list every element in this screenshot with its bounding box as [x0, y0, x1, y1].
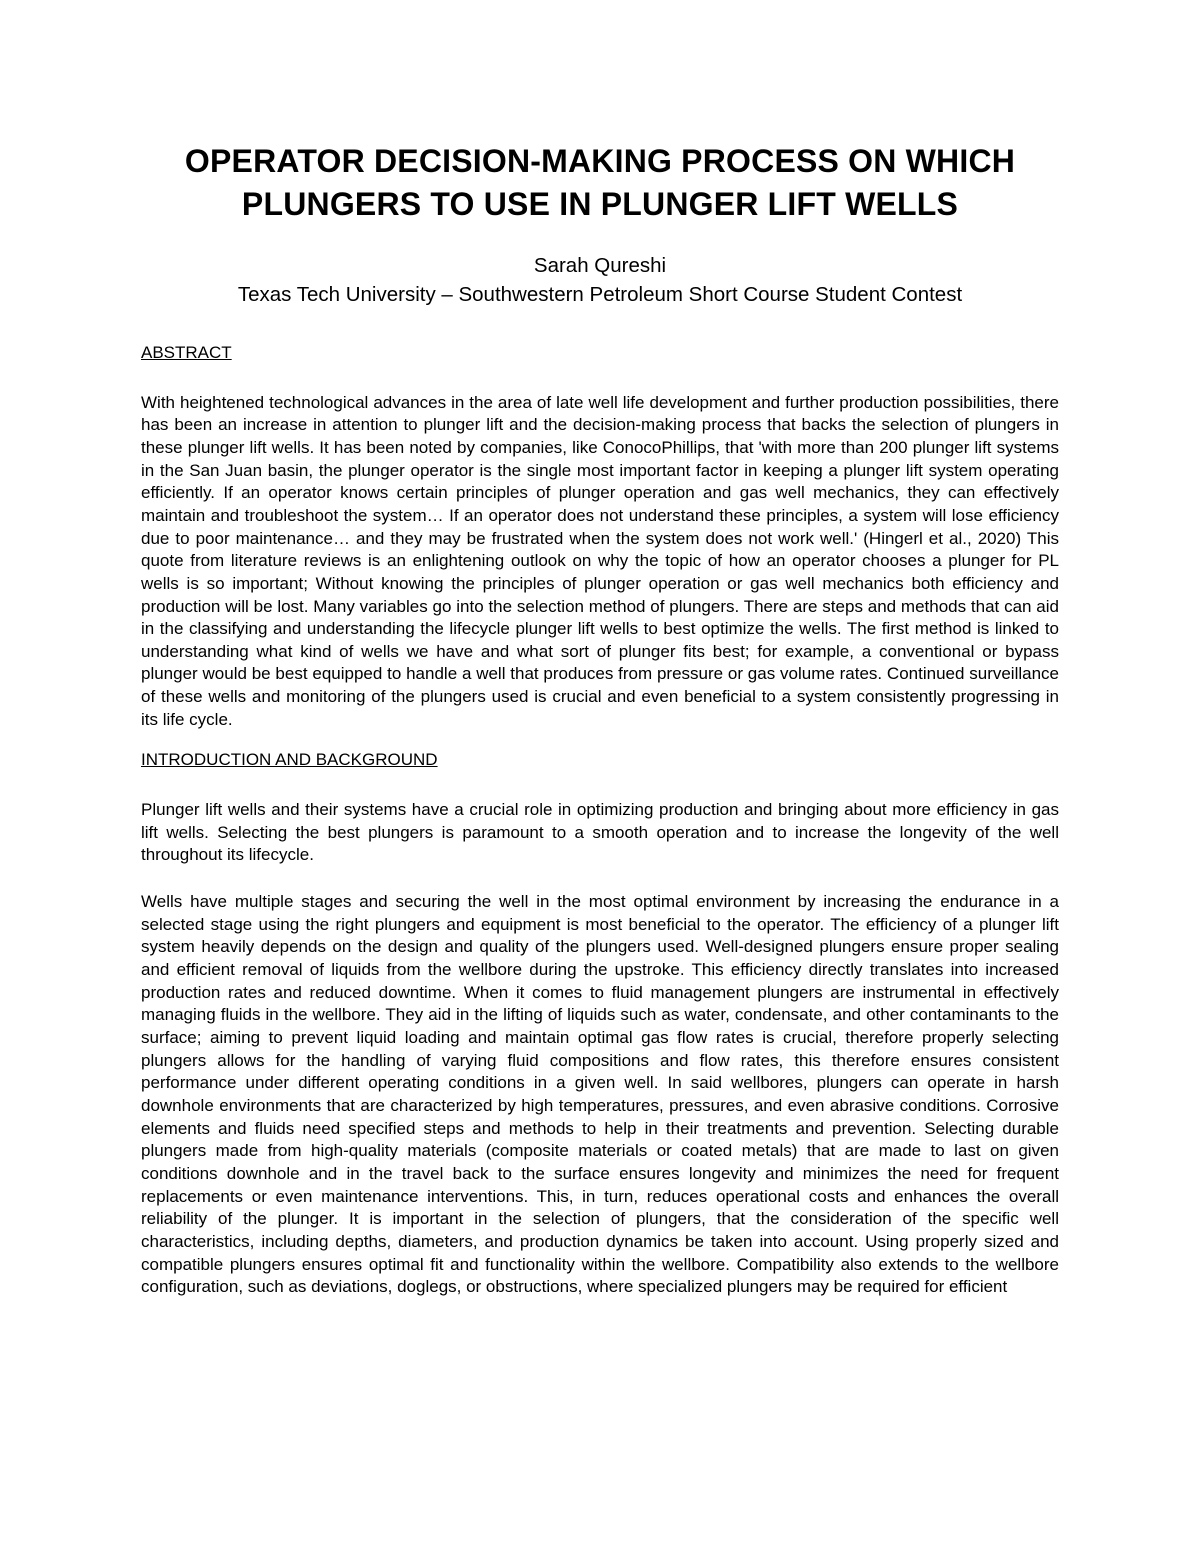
introduction-heading: INTRODUCTION AND BACKGROUND — [141, 750, 438, 770]
introduction-paragraph-1: Plunger lift wells and their systems have a crucial role in optimizing production and bringing about more efficiency in gas lift wells. Selecting the best plungers is paramount to a smooth operation and to increase the longevity of the well throughout its lifecycle. — [141, 800, 1059, 865]
author-affiliation: Texas Tech University – Southwestern Petroleum Short Course Student Contest — [237, 283, 963, 306]
abstract-heading: ABSTRACT — [141, 343, 232, 362]
title-line-2: PLUNGERS TO USE IN PLUNGER LIFT WELLS — [241, 186, 959, 222]
abstract-paragraph: With heightened technological advances in the area of late well life development and further production possibilities, there has been an increase in attention to plunger lift and the decision-making process that backs the selection of plungers in these plunger lift wells. It has been noted by companies, like ConocoPhillips, that 'with more than 200 plunger lift systems in the San Juan basin, the plunger operator is the single most important factor in keeping a plunger lift system operating efficiently. If an operator knows certain principles of plunger operation and gas well mechanics, they can effectively maintain and troubleshoot the system… If an operator does not understand these principles, a system will lose efficiency due to poor maintenance… and they may be frustrated when the system does not work well.' (Hingerl et al., 2020) This quote from literature reviews is an enlightening outlook on why the topic of how an operator chooses a plunger for PL wells is so important; Without knowing the principles of plunger operation or gas well mechanics both efficiency and production will be lost. Many variables go into the selection method of plungers. There are steps and methods that can aid in the classifying and understanding the lifecycle plunger lift wells to best optimize the wells. The first method is linked to understanding what kind of wells we have and what sort of plunger fits best; for example, a conventional or bypass plunger would be best equipped to handle a well that produces from pressure or gas volume rates. Continued surveillance of these wells and monitoring of the plungers used is crucial and even beneficial to a system consistently progressing in its life cycle. — [141, 392, 1059, 729]
paper-page — [141, 140, 1059, 1299]
author-name: Sarah Qureshi — [533, 254, 667, 277]
paper-title — [141, 140, 1059, 226]
introduction-paragraph-2: Wells have multiple stages and securing the well in the most optimal environment by increasing the endurance in a selected stage using the right plungers and equipment is most beneficial to the operator. The efficiency of a plunger lift system heavily depends on the design and quality of the plungers used. Well-designed plungers ensure proper sealing and efficient removal of liquids from the wellbore during the upstroke. This efficiency directly translates into increased production rates and reduced downtime. When it comes to fluid management plungers are instrumental in effectively managing fluids in the wellbore. They aid in the lifting of liquids such as water, condensate, and other contaminants to the surface; aiming to prevent liquid loading and maintain optimal gas flow rates is crucial, therefore properly selecting plungers allows for the handling of varying fluid compositions and flow rates, this therefore ensures consistent performance under different operating conditions in a given well. In said wellbores, plungers can operate in harsh downhole environments that are characterized by high temperatures, pressures, and even abrasive conditions. Corrosive elements and fluids need specified steps and methods to help in their treatments and prevention. Selecting durable plungers made from high-quality materials (composite materials or coated metals) that are made to last on given conditions downhole and in the travel back to the surface ensures longevity and minimizes the need for frequent replacements or even maintenance interventions. This, in turn, reduces operational costs and enhances the overall reliability of the plunger. It is important in the selection of plungers, that the consideration of the specific well characteristics, including depths, diameters, and production dynamics be taken into account. Using properly sized and compatible plungers ensures optimal fit and functionality within the wellbore. Compatibility also extends to the wellbore configuration, such as deviations, doglegs, or obstructions, where specialized plungers may be required for efficient — [141, 892, 1059, 1297]
title-line-1: OPERATOR DECISION-MAKING PROCESS ON WHICH — [184, 143, 1016, 179]
